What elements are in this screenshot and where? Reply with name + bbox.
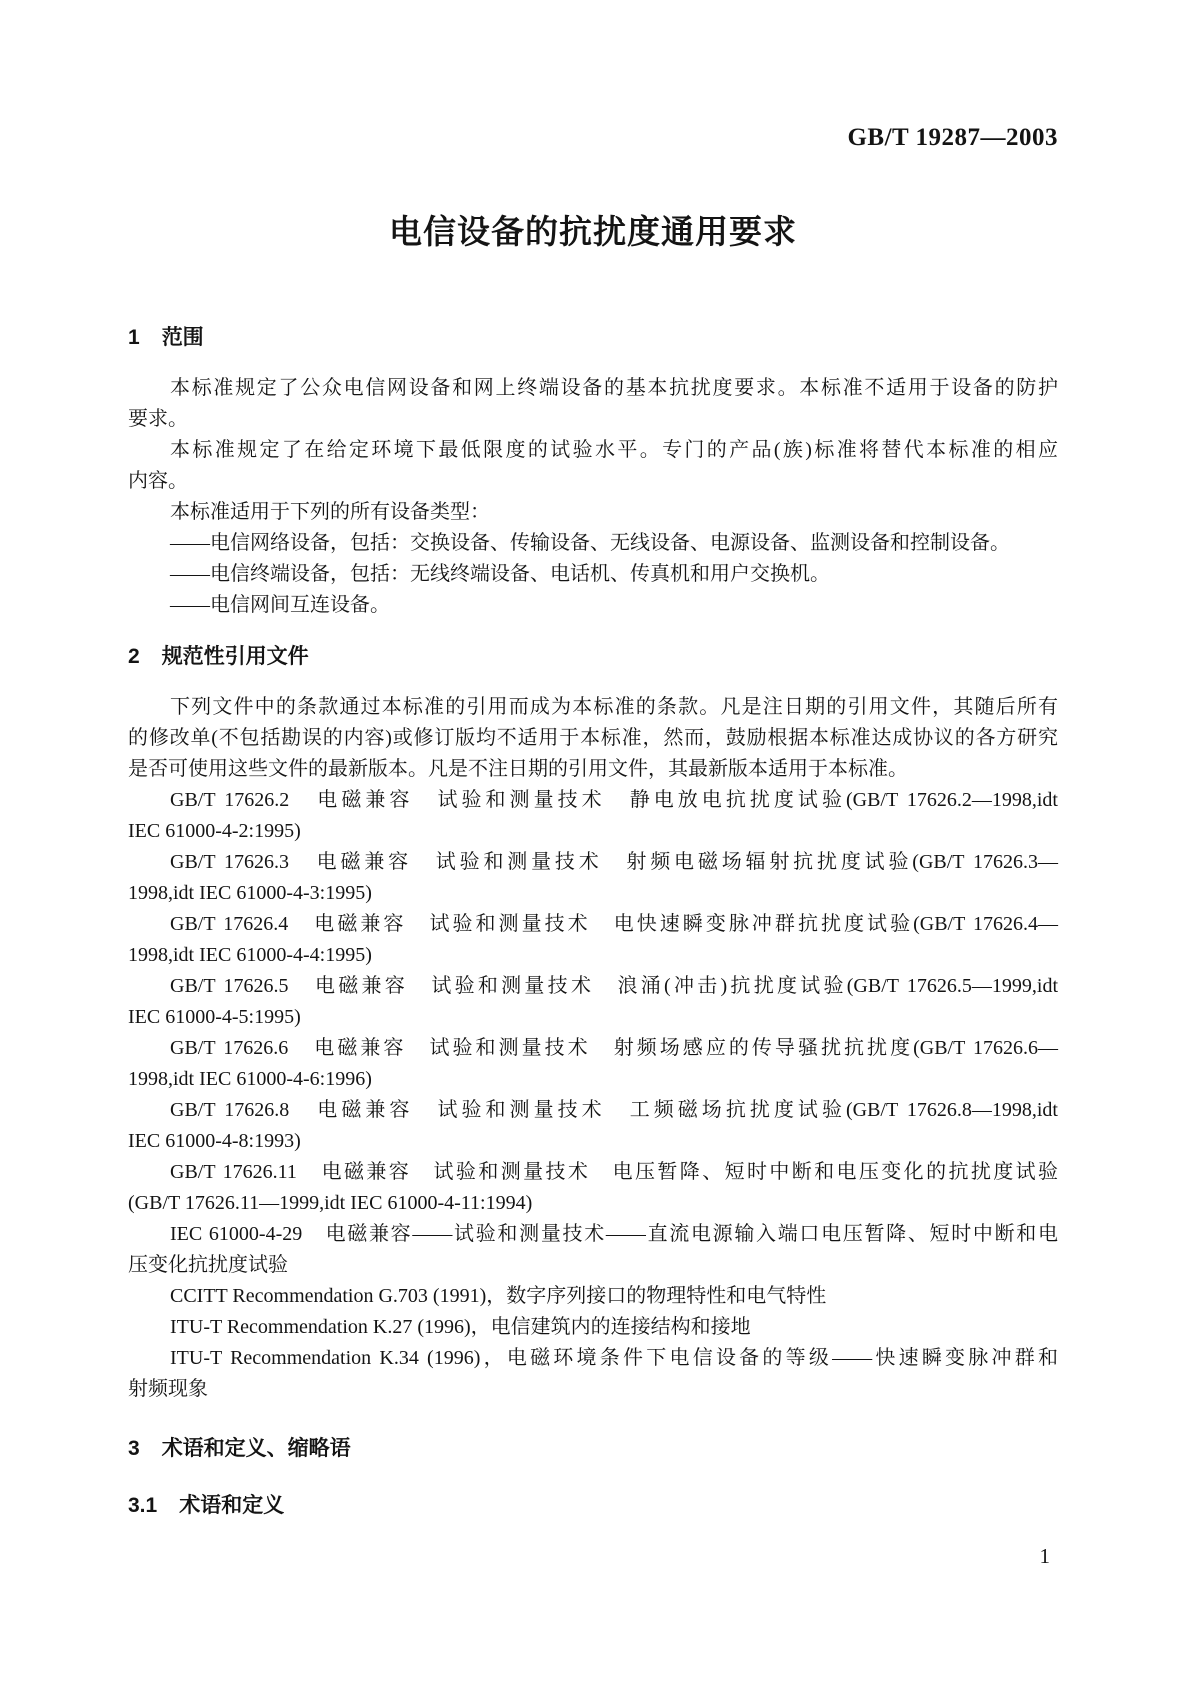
heading-text: 术语和定义 bbox=[179, 1494, 285, 1517]
text-line: 1998,idt IEC 61000-4-3:1995) bbox=[128, 882, 372, 904]
text-line: GB/T 17626.4 电磁兼容 试验和测量技术 电快速瞬变脉冲群抗扰度试验(GB/T 17626.4— bbox=[170, 913, 1058, 935]
section-heading-3 bbox=[128, 1433, 1058, 1464]
text-line: GB/T 17626.5 电磁兼容 试验和测量技术 浪涌(冲击)抗扰度试验(GB/T 17626.5—1999,idt bbox=[170, 975, 1058, 997]
heading-text: 范围 bbox=[161, 326, 204, 349]
text-line: 本标准规定了在给定环境下最低限度的试验水平。专门的产品(族)标准将替代本标准的相应 bbox=[170, 439, 1058, 461]
text-line: GB/T 17626.11 电磁兼容 试验和测量技术 电压暂降、短时中断和电压变化的抗扰度试验 bbox=[170, 1161, 1058, 1183]
text-line: ——电信网间互连设备。 bbox=[170, 594, 390, 616]
text-line: CCITT Recommendation G.703 (1991)，数字序列接口的物理特性和电气特性 bbox=[170, 1285, 827, 1307]
text-line: GB/T 17626.8 电磁兼容 试验和测量技术 工频磁场抗扰度试验(GB/T 17626.8—1998,idt bbox=[170, 1099, 1058, 1121]
text-line: IEC 61000-4-2:1995) bbox=[128, 820, 301, 842]
text-line: (GB/T 17626.11—1999,idt IEC 61000-4-11:1994) bbox=[128, 1192, 533, 1214]
heading-number: 3 bbox=[128, 1437, 140, 1460]
text-line: 压变化抗扰度试验 bbox=[128, 1254, 288, 1276]
text-line: 本标准适用于下列的所有设备类型： bbox=[170, 501, 490, 523]
text-line: 内容。 bbox=[128, 470, 188, 492]
text-line: 1998,idt IEC 61000-4-4:1995) bbox=[128, 944, 372, 966]
heading-number: 2 bbox=[128, 645, 140, 668]
doc-code: GB/T 19287—2003 bbox=[847, 124, 1058, 151]
text-line: GB/T 17626.2 电磁兼容 试验和测量技术 静电放电抗扰度试验(GB/T 17626.2—1998,idt bbox=[170, 789, 1058, 811]
text-line: GB/T 17626.6 电磁兼容 试验和测量技术 射频场感应的传导骚扰抗扰度(GB/T 17626.6— bbox=[170, 1037, 1058, 1059]
page-number: 1 bbox=[1039, 1544, 1050, 1568]
text-line: ITU-T Recommendation K.34 (1996)，电磁环境条件下电信设备的等级——快速瞬变脉冲群和 bbox=[170, 1347, 1058, 1369]
text-line: 要求。 bbox=[128, 408, 188, 430]
text-line: IEC 61000-4-8:1993) bbox=[128, 1130, 301, 1152]
heading-number: 1 bbox=[128, 326, 140, 349]
text-line: GB/T 17626.3 电磁兼容 试验和测量技术 射频电磁场辐射抗扰度试验(GB/T 17626.3— bbox=[170, 851, 1058, 873]
section-heading-2 bbox=[128, 641, 1058, 672]
text-line: 射频现象 bbox=[128, 1378, 208, 1400]
text-line: IEC 61000-4-5:1995) bbox=[128, 1006, 301, 1028]
text-line: 1998,idt IEC 61000-4-6:1996) bbox=[128, 1068, 372, 1090]
text-line: 本标准规定了公众电信网设备和网上终端设备的基本抗扰度要求。本标准不适用于设备的防护 bbox=[170, 377, 1058, 399]
text-line: ——电信网络设备，包括：交换设备、传输设备、无线设备、电源设备、监测设备和控制设备。 bbox=[170, 532, 1010, 554]
text-line: 的修改单(不包括勘误的内容)或修订版均不适用于本标准，然而，鼓励根据本标准达成协议的各方研究 bbox=[128, 727, 1058, 749]
section-heading-1 bbox=[128, 322, 1058, 353]
text-line: ITU-T Recommendation K.27 (1996)，电信建筑内的连接结构和接地 bbox=[170, 1316, 751, 1338]
heading-text: 规范性引用文件 bbox=[161, 645, 309, 668]
document-content bbox=[128, 0, 1058, 1572]
text-line: 是否可使用这些文件的最新版本。凡是不注日期的引用文件，其最新版本适用于本标准。 bbox=[128, 758, 908, 780]
text-line: 下列文件中的条款通过本标准的引用而成为本标准的条款。凡是注日期的引用文件，其随后所有 bbox=[170, 696, 1058, 718]
text-line: IEC 61000-4-29 电磁兼容——试验和测量技术——直流电源输入端口电压暂降、短时中断和电 bbox=[170, 1223, 1058, 1245]
heading-number: 3.1 bbox=[128, 1494, 158, 1517]
heading-text: 术语和定义、缩略语 bbox=[161, 1437, 351, 1460]
document-title: 电信设备的抗扰度通用要求 bbox=[389, 213, 797, 250]
text-line: ——电信终端设备，包括：无线终端设备、电话机、传真机和用户交换机。 bbox=[170, 563, 830, 585]
section-heading-3-1 bbox=[128, 1490, 1058, 1521]
document-body bbox=[128, 322, 1058, 1521]
